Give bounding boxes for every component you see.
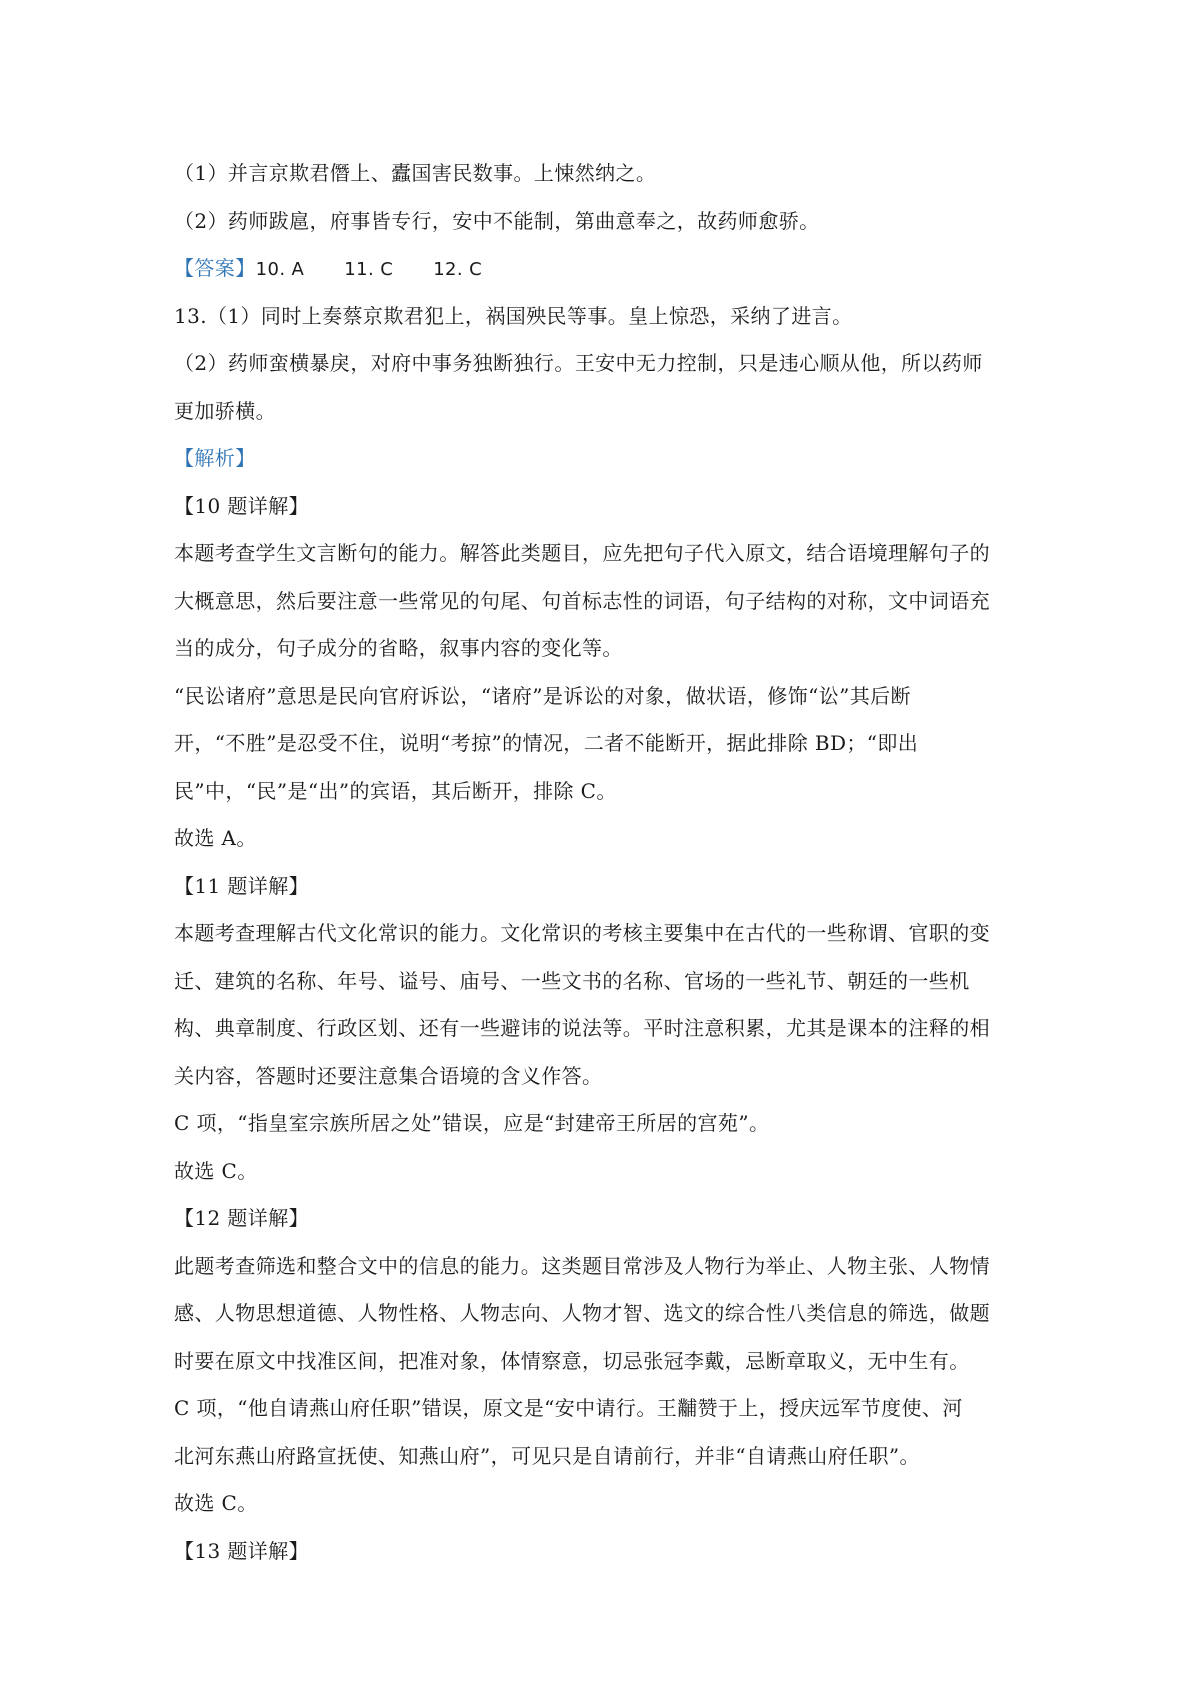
answer-12: 12. C [433, 259, 483, 280]
detail-11-line: 迁、建筑的名称、年号、谥号、庙号、一些文书的名称、官场的一些礼节、朝廷的一些机 [174, 968, 970, 993]
detail-11-conclusion: 故选 C。 [174, 1158, 258, 1183]
detail-12-line: 时要在原文中找准区间，把准对象，体情察意，切忌张冠李戴，忌断章取义，无中生有。 [174, 1348, 970, 1373]
answer-label: 【答案】 [174, 256, 256, 280]
detail-10-line: 民”中，“民”是“出”的宾语，其后断开，排除 C。 [174, 778, 617, 803]
detail-10-line: 大概意思，然后要注意一些常见的句尾、句首标志性的词语，句子结构的对称，文中词语充 [174, 588, 990, 613]
translation-sentence-1: （1）并言京欺君僭上、蠹国害民数事。上悚然纳之。 [174, 161, 657, 185]
detail-12-line: C 项，“他自请燕山府任职”错误，原文是“安中请行。王黼赞于上，授庆远军节度使、河 [174, 1396, 963, 1420]
detail-10-conclusion: 故选 A。 [174, 826, 257, 850]
detail-10-heading: 【10 题详解】 [174, 493, 310, 518]
answer-line [174, 245, 1044, 293]
detail-12-line: 感、人物思想道德、人物性格、人物志向、人物才智、选文的综合性八类信息的筛选，做题 [174, 1301, 990, 1325]
detail-13-heading: 【13 题详解】 [174, 1538, 310, 1563]
detail-11-line: 构、典章制度、行政区划、还有一些避讳的说法等。平时注意积累，尤其是课本的注释的相 [174, 1016, 990, 1040]
answer-13-line-3: 更加骄横。 [174, 398, 276, 423]
detail-10-line: 开，“不胜”是忍受不住，说明“考掠”的情况，二者不能断开，据此排除 BD；“即出 [174, 731, 919, 755]
detail-10-line: 本题考查学生文言断句的能力。解答此类题目，应先把句子代入原文，结合语境理解句子的 [174, 541, 990, 565]
detail-12-conclusion: 故选 C。 [174, 1491, 258, 1515]
answer-10: 10. A [255, 259, 305, 280]
detail-11-line: 关内容，答题时还要注意集合语境的含义作答。 [174, 1063, 603, 1088]
translation-sentence-2: （2）药师跋扈，府事皆专行，安中不能制，第曲意奉之，故药师愈骄。 [174, 208, 820, 233]
detail-11-heading: 【11 题详解】 [174, 873, 310, 898]
answer-13-line-2: （2）药师蛮横暴戾，对府中事务独断独行。王安中无力控制，只是违心顺从他，所以药师 [174, 351, 983, 375]
analysis-label: 【解析】 [174, 446, 256, 470]
detail-12-heading: 【12 题详解】 [174, 1206, 310, 1230]
detail-10-line: 当的成分，句子成分的省略，叙事内容的变化等。 [174, 636, 623, 660]
detail-12-line: 北河东燕山府路宣抚使、知燕山府”，可见只是自请前行，并非“自请燕山府任职”。 [174, 1443, 920, 1468]
answer-11: 11. C [344, 259, 394, 280]
detail-11-line: C 项，“指皇室宗族所居之处”错误，应是“封建帝王所居的宫苑”。 [174, 1111, 770, 1135]
detail-11-line: 本题考查理解古代文化常识的能力。文化常识的考核主要集中在古代的一些称谓、官职的变 [174, 921, 990, 945]
detail-12-line: 此题考查筛选和整合文中的信息的能力。这类题目常涉及人物行为举止、人物主张、人物情 [174, 1253, 990, 1278]
detail-10-line: “民讼诸府”意思是民向官府诉讼，“诸府”是诉讼的对象，做状语，修饰“讼”其后断 [174, 683, 911, 708]
document-body [174, 150, 1044, 1575]
answer-13-line-1: 13.（1）同时上奏蔡京欺君犯上，祸国殃民等事。皇上惊恐，采纳了进言。 [174, 303, 853, 328]
